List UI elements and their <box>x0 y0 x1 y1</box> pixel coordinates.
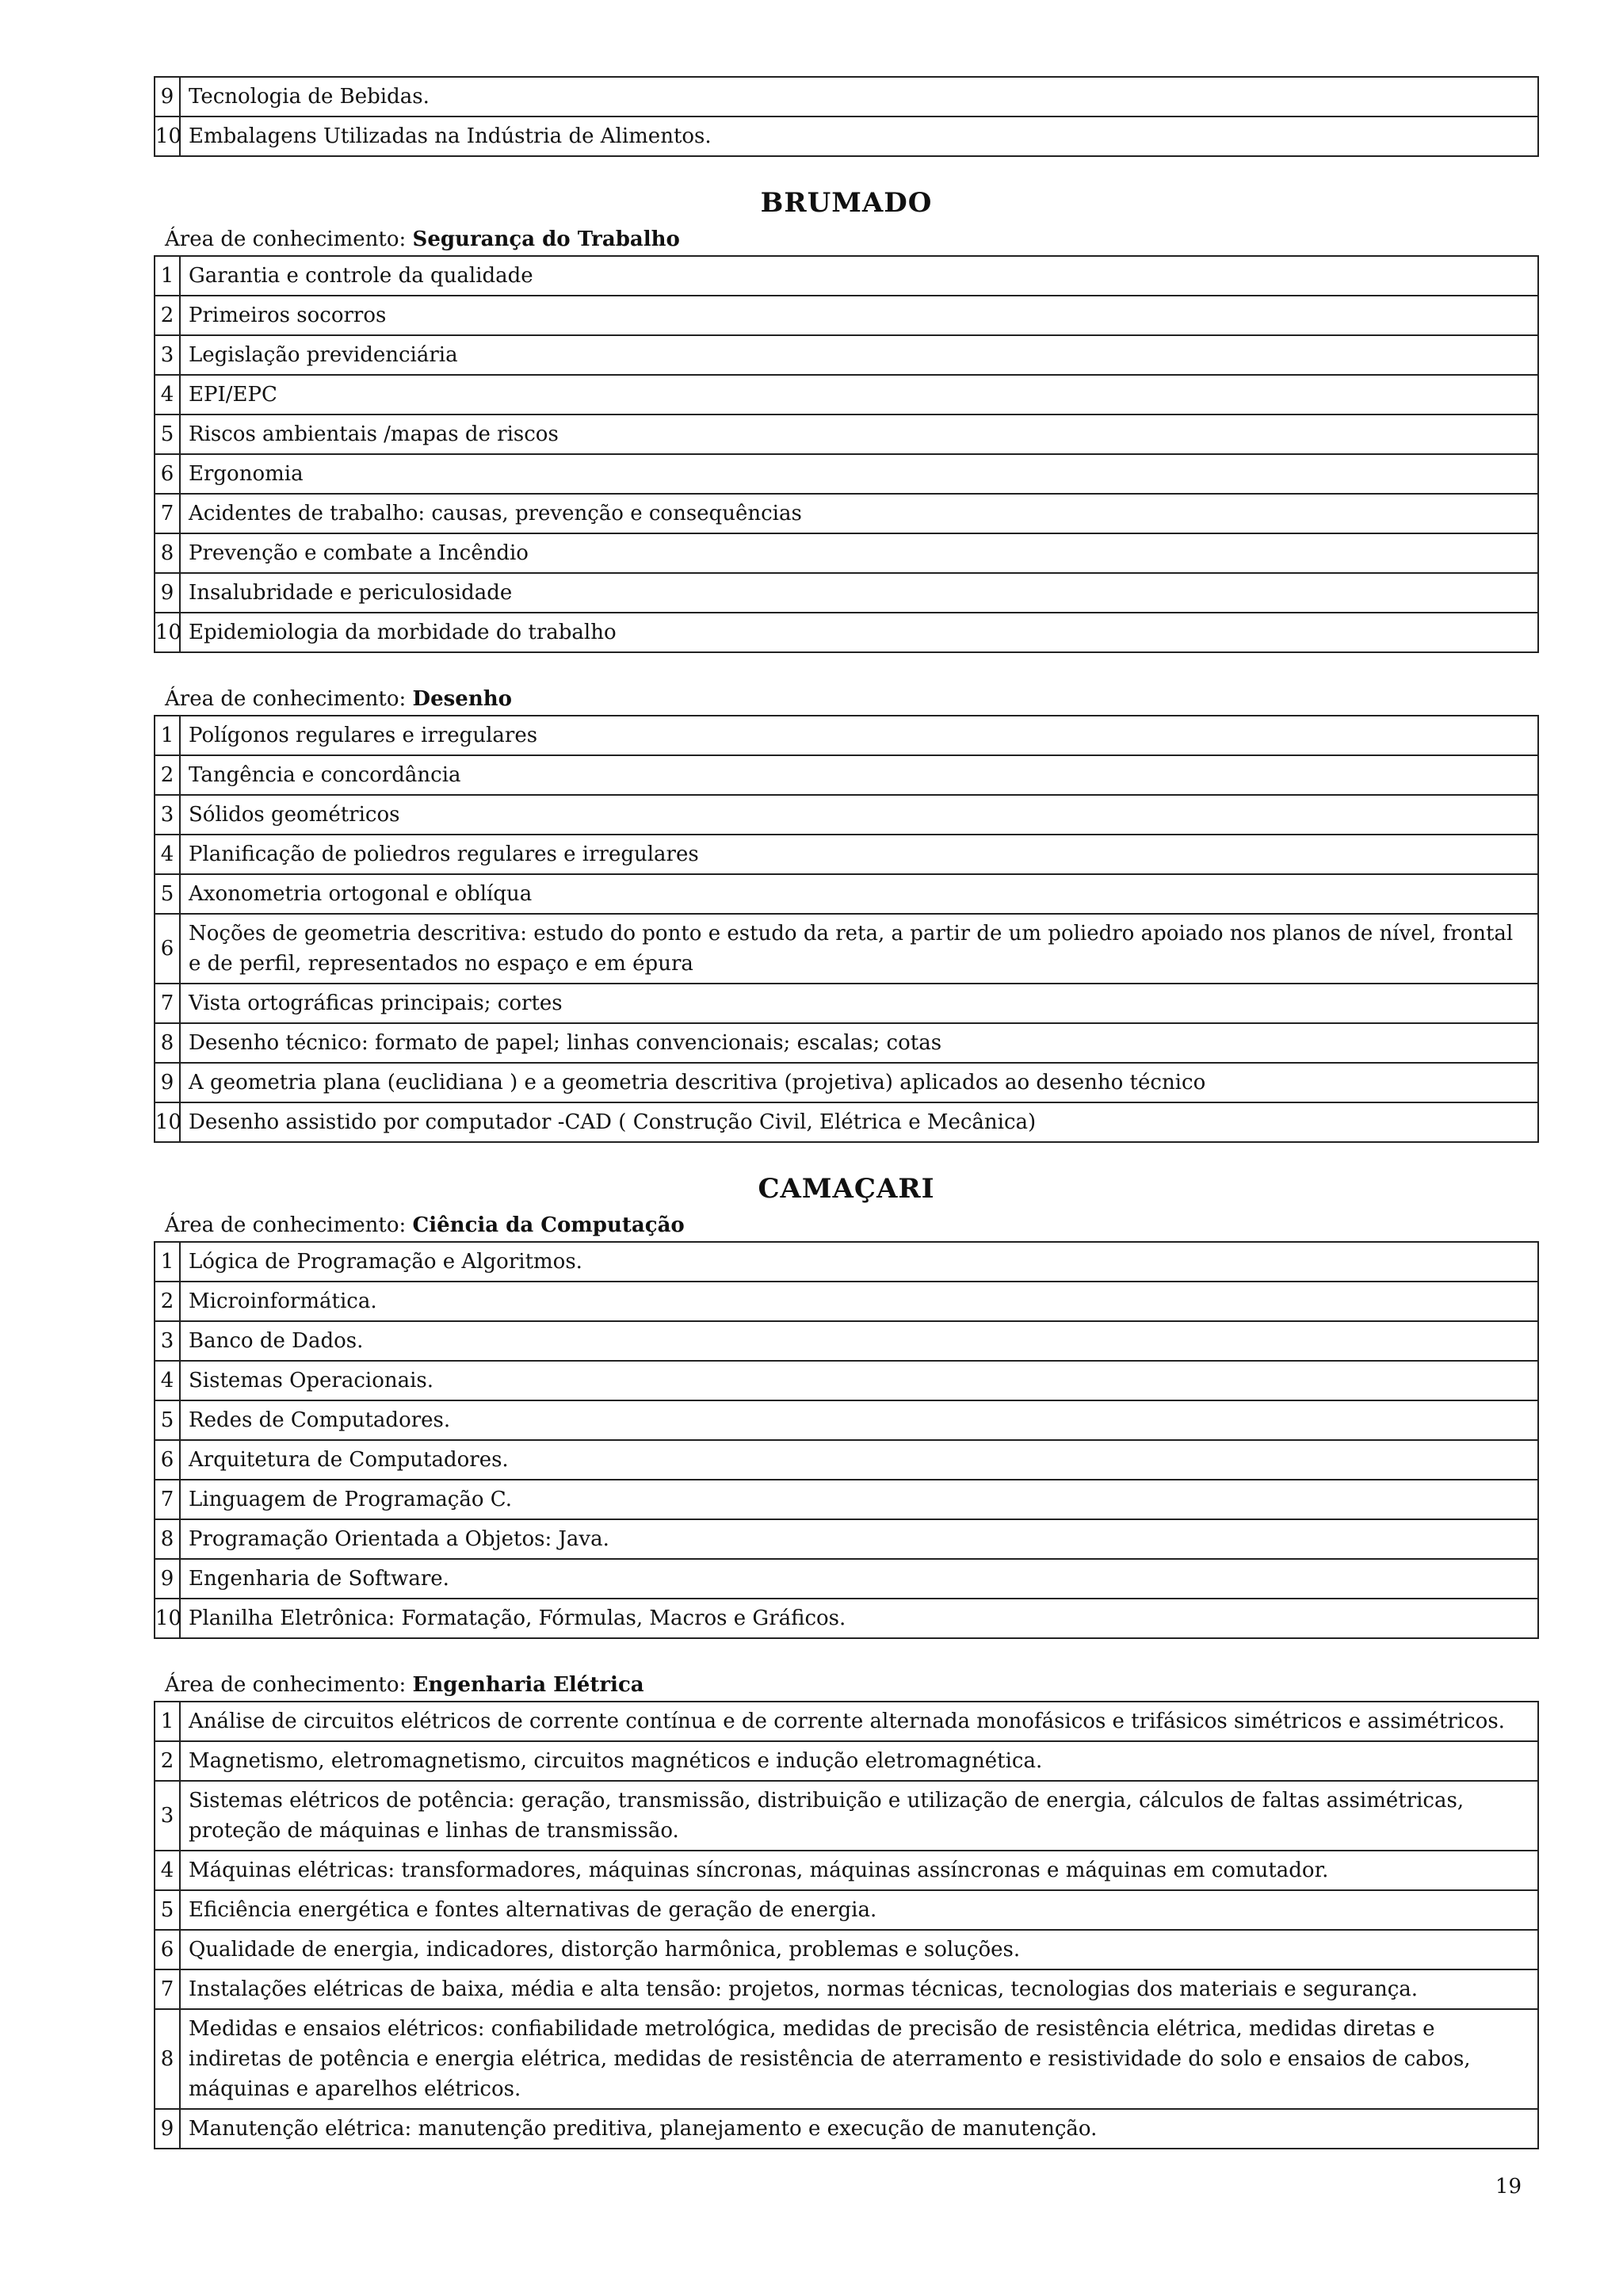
table-row <box>155 613 1538 652</box>
row-topic: Sistemas elétricos de potência: geração, transmissão, distribuição e utilização de energia, cálculos de faltas assimétricas, proteção de máquinas e linhas de transmissão. <box>180 1781 1538 1851</box>
row-topic: Redes de Computadores. <box>180 1400 1538 1440</box>
table-row <box>155 1023 1538 1063</box>
table-row <box>155 1063 1538 1102</box>
table-row <box>155 1242 1538 1282</box>
table-row <box>155 1321 1538 1361</box>
row-topic: Lógica de Programação e Algoritmos. <box>180 1242 1538 1282</box>
row-number: 10 <box>155 1599 180 1638</box>
page-number: 19 <box>1495 2175 1522 2199</box>
row-topic: Sólidos geométricos <box>180 795 1538 835</box>
row-topic: Insalubridade e periculosidade <box>180 573 1538 613</box>
row-number: 5 <box>155 1400 180 1440</box>
row-number: 2 <box>155 1282 180 1321</box>
topics-table-desenho <box>154 715 1539 1143</box>
row-number: 7 <box>155 1480 180 1519</box>
area-title: Segurança do Trabalho <box>412 227 680 251</box>
row-topic: Máquinas elétricas: transformadores, máquinas síncronas, máquinas assíncronas e máquinas em comutador. <box>180 1851 1538 1890</box>
row-number: 4 <box>155 835 180 874</box>
table-row <box>155 1930 1538 1969</box>
row-number: 8 <box>155 1519 180 1559</box>
row-number: 1 <box>155 1702 180 1741</box>
table-row <box>155 914 1538 984</box>
row-topic: Arquitetura de Computadores. <box>180 1440 1538 1480</box>
row-topic: Medidas e ensaios elétricos: confiabilidade metrológica, medidas de precisão de resistência elétrica, medidas diretas e indiretas de potência e energia elétrica, medidas de resistência de aterramento e resistividade do solo e ensaios de cabos, máquinas e aparelhos elétricos. <box>180 2009 1538 2109</box>
row-number: 4 <box>155 1361 180 1400</box>
row-number: 9 <box>155 1063 180 1102</box>
row-topic: A geometria plana (euclidiana ) e a geometria descritiva (projetiva) aplicados ao desenho técnico <box>180 1063 1538 1102</box>
row-topic: Legislação previdenciária <box>180 335 1538 375</box>
row-topic: Manutenção elétrica: manutenção preditiva, planejamento e execução de manutenção. <box>180 2109 1538 2149</box>
table-row <box>155 1519 1538 1559</box>
area-heading-desenho <box>154 683 1539 715</box>
table-row <box>155 415 1538 454</box>
table-row <box>155 1559 1538 1599</box>
table-row <box>155 795 1538 835</box>
row-topic: Noções de geometria descritiva: estudo do ponto e estudo da reta, a partir de um poliedro apoiado nos planos de nível, frontal e de perfil, representados no espaço e em épura <box>180 914 1538 984</box>
row-number: 5 <box>155 415 180 454</box>
table-row <box>155 454 1538 494</box>
table-row <box>155 1969 1538 2009</box>
row-number: 9 <box>155 573 180 613</box>
row-number: 4 <box>155 375 180 415</box>
row-number: 5 <box>155 874 180 914</box>
row-topic: Eficiência energética e fontes alternativas de geração de energia. <box>180 1890 1538 1930</box>
table-row <box>155 1890 1538 1930</box>
row-number: 2 <box>155 1741 180 1781</box>
row-number: 10 <box>155 1102 180 1142</box>
table-row <box>155 1480 1538 1519</box>
row-topic: Planilha Eletrônica: Formatação, Fórmulas, Macros e Gráficos. <box>180 1599 1538 1638</box>
row-topic: Riscos ambientais /mapas de riscos <box>180 415 1538 454</box>
row-number: 2 <box>155 755 180 795</box>
row-topic: Desenho assistido por computador -CAD ( Construção Civil, Elétrica e Mecânica) <box>180 1102 1538 1142</box>
row-topic: Acidentes de trabalho: causas, prevenção e consequências <box>180 494 1538 533</box>
row-topic: Epidemiologia da morbidade do trabalho <box>180 613 1538 652</box>
row-number: 3 <box>155 1321 180 1361</box>
row-number: 2 <box>155 296 180 335</box>
row-number: 9 <box>155 2109 180 2149</box>
row-topic: Vista ortográficas principais; cortes <box>180 984 1538 1023</box>
table-row <box>155 1599 1538 1638</box>
row-topic: Programação Orientada a Objetos: Java. <box>180 1519 1538 1559</box>
row-number: 7 <box>155 984 180 1023</box>
table-row <box>155 2009 1538 2109</box>
row-topic: Banco de Dados. <box>180 1321 1538 1361</box>
table-row <box>155 494 1538 533</box>
row-topic: Engenharia de Software. <box>180 1559 1538 1599</box>
row-topic: Desenho técnico: formato de papel; linhas convencionais; escalas; cotas <box>180 1023 1538 1063</box>
row-topic: EPI/EPC <box>180 375 1538 415</box>
topics-table-seguranca <box>154 255 1539 653</box>
document-page <box>154 76 1539 2149</box>
row-topic: Axonometria ortogonal e oblíqua <box>180 874 1538 914</box>
row-topic: Embalagens Utilizadas na Indústria de Alimentos. <box>180 117 1538 156</box>
table-row <box>155 984 1538 1023</box>
row-topic: Linguagem de Programação C. <box>180 1480 1538 1519</box>
row-topic: Polígonos regulares e irregulares <box>180 716 1538 755</box>
table-row <box>155 1781 1538 1851</box>
table-row <box>155 1440 1538 1480</box>
table-row <box>155 77 1538 117</box>
topics-table-computacao <box>154 1241 1539 1639</box>
topics-table-eletrica <box>154 1701 1539 2149</box>
table-row <box>155 1361 1538 1400</box>
row-number: 1 <box>155 1242 180 1282</box>
row-topic: Tecnologia de Bebidas. <box>180 77 1538 117</box>
row-number: 9 <box>155 77 180 117</box>
row-number: 6 <box>155 1440 180 1480</box>
table-row <box>155 573 1538 613</box>
row-topic: Planificação de poliedros regulares e irregulares <box>180 835 1538 874</box>
row-topic: Análise de circuitos elétricos de corrente contínua e de corrente alternada monofásicos e trifásicos simétricos e assimétricos. <box>180 1702 1538 1741</box>
row-number: 3 <box>155 335 180 375</box>
row-number: 8 <box>155 1023 180 1063</box>
area-heading-seguranca <box>154 223 1539 255</box>
table-row <box>155 1741 1538 1781</box>
row-number: 8 <box>155 2009 180 2109</box>
table-row <box>155 375 1538 415</box>
table-row <box>155 296 1538 335</box>
area-title: Ciência da Computação <box>412 1213 685 1237</box>
row-number: 6 <box>155 454 180 494</box>
row-topic: Instalações elétricas de baixa, média e alta tensão: projetos, normas técnicas, tecnologias dos materiais e segurança. <box>180 1969 1538 2009</box>
area-label: Área de conhecimento: <box>165 227 413 251</box>
table-row <box>155 1851 1538 1890</box>
topics-table-top <box>154 76 1539 157</box>
row-topic: Microinformática. <box>180 1282 1538 1321</box>
row-number: 6 <box>155 914 180 984</box>
area-title: Desenho <box>412 687 512 711</box>
row-number: 5 <box>155 1890 180 1930</box>
row-number: 7 <box>155 1969 180 2009</box>
row-topic: Garantia e controle da qualidade <box>180 256 1538 296</box>
table-row <box>155 2109 1538 2149</box>
area-heading-computacao <box>154 1209 1539 1241</box>
area-label: Área de conhecimento: <box>165 1213 413 1237</box>
table-row <box>155 335 1538 375</box>
area-heading-eletrica <box>154 1669 1539 1701</box>
row-number: 1 <box>155 716 180 755</box>
table-row <box>155 1702 1538 1741</box>
area-label: Área de conhecimento: <box>165 687 413 711</box>
table-row <box>155 117 1538 156</box>
row-topic: Primeiros socorros <box>180 296 1538 335</box>
table-row <box>155 716 1538 755</box>
area-label: Área de conhecimento: <box>165 1673 413 1697</box>
table-row <box>155 1282 1538 1321</box>
row-topic: Tangência e concordância <box>180 755 1538 795</box>
row-number: 8 <box>155 533 180 573</box>
city-heading-brumado: BRUMADO <box>760 187 933 219</box>
table-row <box>155 755 1538 795</box>
row-topic: Prevenção e combate a Incêndio <box>180 533 1538 573</box>
row-number: 3 <box>155 1781 180 1851</box>
row-number: 4 <box>155 1851 180 1890</box>
row-number: 3 <box>155 795 180 835</box>
row-number: 7 <box>155 494 180 533</box>
table-row <box>155 533 1538 573</box>
row-number: 6 <box>155 1930 180 1969</box>
row-number: 9 <box>155 1559 180 1599</box>
table-row <box>155 256 1538 296</box>
table-row <box>155 835 1538 874</box>
table-row <box>155 1400 1538 1440</box>
row-number: 10 <box>155 613 180 652</box>
table-row <box>155 874 1538 914</box>
area-title: Engenharia Elétrica <box>412 1673 644 1697</box>
row-topic: Ergonomia <box>180 454 1538 494</box>
row-number: 1 <box>155 256 180 296</box>
city-heading-camacari: CAMAÇARI <box>758 1173 935 1205</box>
row-number: 10 <box>155 117 180 156</box>
row-topic: Magnetismo, eletromagnetismo, circuitos magnéticos e indução eletromagnética. <box>180 1741 1538 1781</box>
row-topic: Sistemas Operacionais. <box>180 1361 1538 1400</box>
row-topic: Qualidade de energia, indicadores, distorção harmônica, problemas e soluções. <box>180 1930 1538 1969</box>
table-row <box>155 1102 1538 1142</box>
